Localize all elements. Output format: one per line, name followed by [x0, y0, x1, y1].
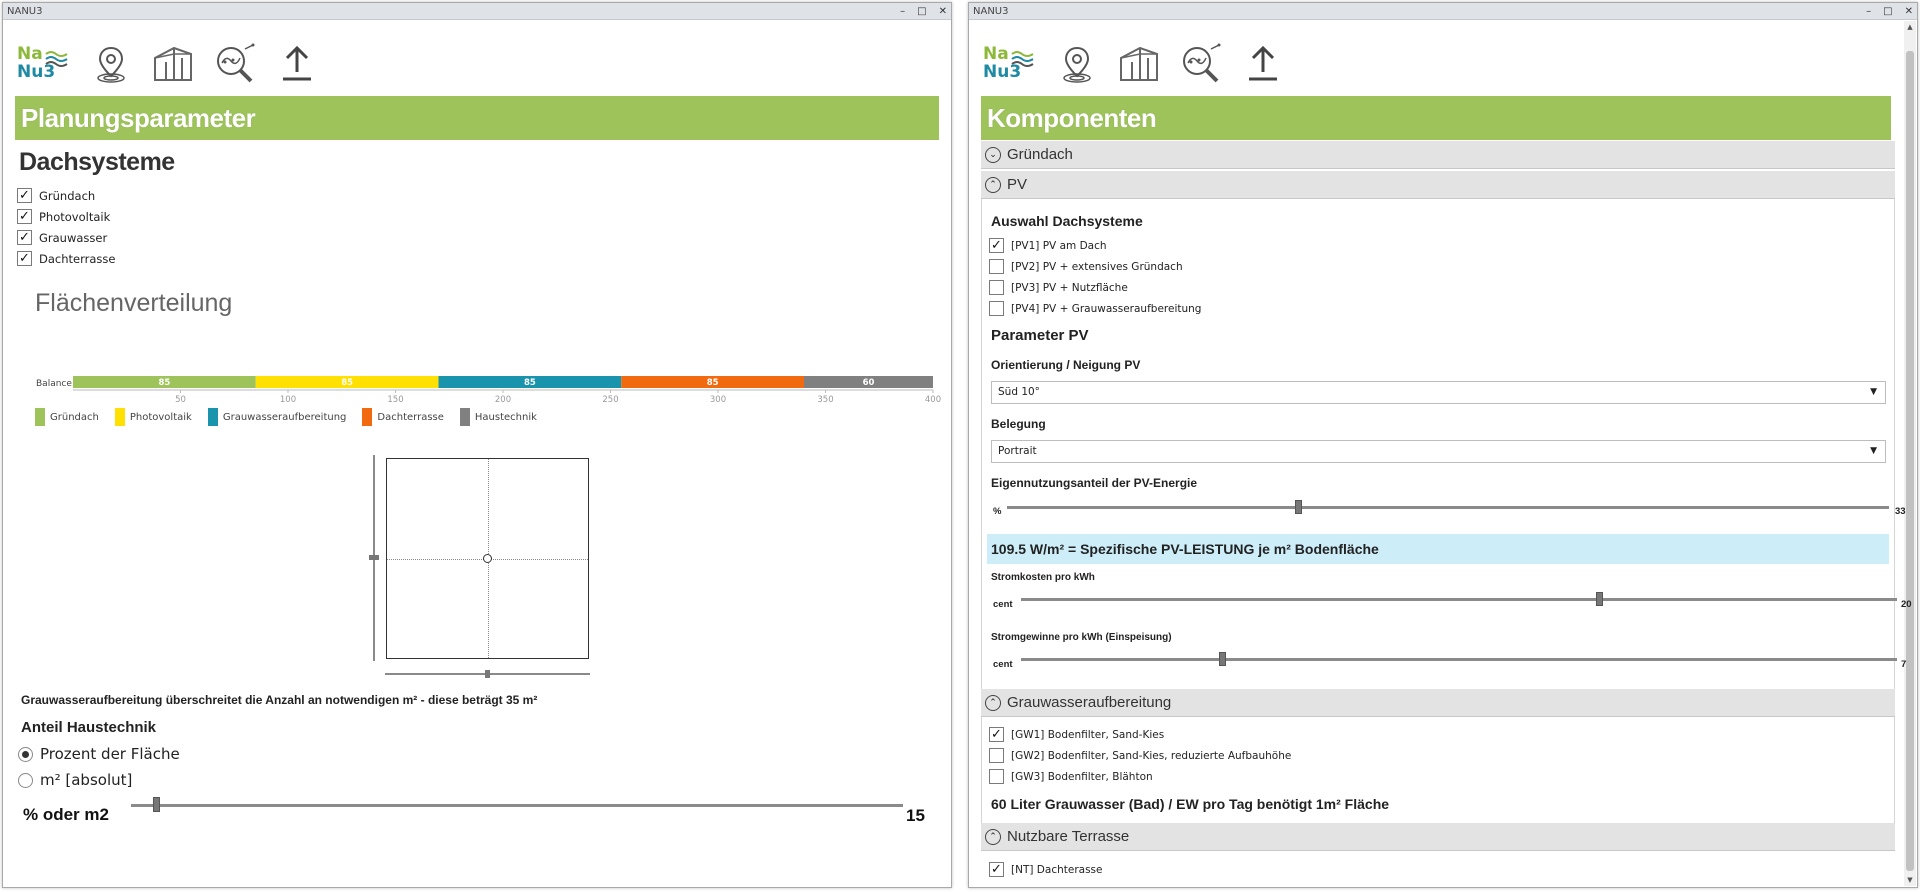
- checkbox[interactable]: [989, 259, 1004, 274]
- chevron-up-icon[interactable]: ⌃: [985, 177, 1001, 193]
- x-tick-label: 250: [602, 395, 619, 405]
- bar-value-label: 85: [341, 378, 354, 388]
- stromgewinne-slider-track[interactable]: [1021, 658, 1897, 661]
- logo-text-nu: Nu3: [983, 62, 1022, 82]
- bar-value-label: 85: [158, 378, 171, 388]
- logo-waves-icon: [45, 50, 69, 70]
- checkbox[interactable]: ✓: [989, 862, 1004, 877]
- eigennutzung-slider-thumb[interactable]: [1295, 500, 1302, 514]
- x-tick-label: 300: [709, 395, 727, 405]
- checkbox-label: Gründach: [39, 188, 96, 203]
- checkbox-row-gw3[interactable]: [989, 766, 1291, 787]
- legend-item-0[interactable]: [35, 408, 99, 426]
- logo-text-na: Na: [17, 44, 43, 64]
- minimize-button[interactable]: –: [900, 6, 906, 17]
- checkbox[interactable]: [989, 280, 1004, 295]
- grauwasser-options-checklist: [989, 724, 1291, 787]
- search-analytics-icon[interactable]: [1179, 42, 1223, 86]
- section-header-pv[interactable]: [981, 171, 1895, 199]
- logo-text-na: Na: [983, 44, 1009, 64]
- section-label: Nutzbare Terrasse: [1007, 828, 1130, 845]
- checkbox-row-pv3[interactable]: [989, 277, 1201, 298]
- stromkosten-unit: cent: [993, 599, 1013, 610]
- pv-leistung-info: 109.5 W/m² = Spezifische PV-LEISTUNG je m² Bodenfläche: [987, 534, 1889, 564]
- dropdown-arrow-icon[interactable]: ▼: [1870, 446, 1877, 456]
- legend-swatch: [460, 408, 470, 426]
- logo-waves-icon: [1011, 50, 1035, 70]
- left-window: [2, 2, 952, 888]
- building-icon[interactable]: [151, 42, 195, 86]
- eigennutzung-label: Eigennutzungsanteil der PV-Energie: [991, 476, 1198, 490]
- section-header-terrasse[interactable]: [981, 823, 1895, 851]
- checkbox-row-dachterrasse[interactable]: [17, 248, 115, 269]
- section-header-grauwasser[interactable]: [981, 689, 1895, 717]
- scrollbar-thumb[interactable]: [1906, 51, 1914, 871]
- checkbox-label: Photovoltaik: [39, 209, 111, 224]
- right-window: [968, 2, 1918, 888]
- dachsysteme-heading: Dachsysteme: [19, 148, 175, 176]
- legend-label: Dachterrasse: [377, 411, 444, 423]
- slider-label: % oder m2: [23, 805, 109, 824]
- planungsparameter-banner: Planungsparameter: [15, 96, 939, 140]
- section-label: PV: [1007, 176, 1028, 193]
- scroll-down-icon[interactable]: ▼: [1907, 876, 1913, 884]
- radio-absolut[interactable]: [18, 771, 132, 789]
- terrasse-options-checklist: [989, 859, 1102, 880]
- checkbox-row-gw1[interactable]: [989, 724, 1291, 745]
- checkbox-row-pv1[interactable]: [989, 235, 1201, 256]
- slider-thumb[interactable]: [369, 555, 379, 560]
- bar-value-label: 85: [523, 378, 536, 388]
- warning-text: Grauwasseraufbereitung überschreitet die Anzahl an notwendigen m² - diese beträgt 35 m²: [21, 693, 538, 707]
- stromkosten-value: 20: [1901, 599, 1912, 610]
- legend-swatch: [208, 408, 218, 426]
- haustechnik-slider-thumb[interactable]: [153, 797, 160, 812]
- checkbox-label: Dachterrasse: [39, 251, 116, 266]
- chart-title: Flächenverteilung: [35, 289, 233, 317]
- toolbar: [981, 39, 1285, 89]
- map-pin-icon[interactable]: [89, 42, 133, 86]
- nanu3-logo[interactable]: [981, 42, 1037, 86]
- chevron-up-icon[interactable]: ⌃: [985, 829, 1001, 845]
- scroll-up-icon[interactable]: ▲: [1907, 23, 1913, 31]
- x-tick-label: 100: [279, 395, 297, 405]
- parameter-pv-heading: Parameter PV: [991, 327, 1089, 344]
- select-value: Portrait: [998, 445, 1037, 457]
- legend-item-3[interactable]: [362, 408, 443, 426]
- xy-knob[interactable]: [483, 554, 492, 563]
- x-tick-label: 200: [494, 395, 512, 405]
- xy-position-pad[interactable]: [386, 458, 589, 659]
- title-bar: [969, 3, 1917, 20]
- anteil-haustechnik-heading: Anteil Haustechnik: [21, 719, 157, 736]
- x-tick-label: 350: [817, 395, 834, 405]
- checkbox-row-gw2[interactable]: [989, 745, 1291, 766]
- radio-button[interactable]: [18, 773, 33, 788]
- checkbox-label: [GW3] Bodenfilter, Blähton: [1011, 770, 1153, 783]
- dachsysteme-checklist: [17, 185, 115, 269]
- eigennutzung-value: 33: [1895, 506, 1906, 517]
- checkbox-label: [NT] Dachterasse: [1011, 863, 1103, 876]
- checkbox[interactable]: ✓: [989, 727, 1004, 742]
- checkbox-label: [PV3] PV + Nutzfläche: [1011, 281, 1128, 294]
- radio-prozent[interactable]: [18, 745, 180, 763]
- upload-icon[interactable]: [1241, 42, 1285, 86]
- close-button[interactable]: ✕: [1904, 6, 1913, 17]
- close-button[interactable]: ✕: [938, 6, 947, 17]
- belegung-select[interactable]: [991, 440, 1886, 463]
- slider-value: 15: [906, 806, 925, 825]
- legend-swatch: [115, 408, 125, 426]
- upload-icon[interactable]: [275, 42, 319, 86]
- checkbox[interactable]: ✓: [17, 251, 32, 266]
- legend-item-2[interactable]: [208, 408, 347, 426]
- stromkosten-slider-track[interactable]: [1021, 598, 1897, 601]
- stromgewinne-slider-thumb[interactable]: [1219, 652, 1226, 666]
- chevron-down-icon[interactable]: ⌄: [985, 147, 1001, 163]
- pv-options-checklist: [989, 235, 1201, 319]
- orientierung-label: Orientierung / Neigung PV: [991, 358, 1141, 372]
- checkbox[interactable]: ✓: [17, 230, 32, 245]
- checkbox-row-grauwasser[interactable]: [17, 227, 115, 248]
- section-header-gruendach[interactable]: [981, 141, 1895, 169]
- checkbox[interactable]: ✓: [17, 188, 32, 203]
- legend-label: Photovoltaik: [129, 411, 192, 423]
- window-title: NANU3: [7, 5, 43, 17]
- eigennutzung-unit: %: [993, 506, 1002, 517]
- vertical-slider[interactable]: [373, 455, 375, 661]
- checkbox-label: [GW2] Bodenfilter, Sand-Kies, reduzierte Aufbauhöhe: [1011, 749, 1292, 762]
- building-icon[interactable]: [1117, 42, 1161, 86]
- checkbox-label: [GW1] Bodenfilter, Sand-Kies: [1011, 728, 1165, 741]
- dropdown-arrow-icon[interactable]: ▼: [1870, 387, 1877, 397]
- checkbox[interactable]: ✓: [17, 209, 32, 224]
- category-label: Balance: [36, 379, 72, 389]
- checkbox-label: [PV2] PV + extensives Gründach: [1011, 260, 1183, 273]
- maximize-button[interactable]: □: [1883, 6, 1893, 17]
- x-tick-label: 150: [387, 395, 404, 405]
- checkbox-row-gruendach[interactable]: [17, 185, 115, 206]
- bar-value-label: 85: [706, 378, 719, 388]
- checkbox-row-pv4[interactable]: [989, 298, 1201, 319]
- komponenten-banner: Komponenten: [981, 96, 1891, 140]
- stromgewinne-unit: cent: [993, 659, 1013, 670]
- chevron-up-icon[interactable]: ⌃: [985, 695, 1001, 711]
- map-pin-icon[interactable]: [1055, 42, 1099, 86]
- checkbox[interactable]: ✓: [989, 238, 1004, 253]
- orientierung-select[interactable]: [991, 381, 1886, 404]
- checkbox[interactable]: [989, 769, 1004, 784]
- search-analytics-icon[interactable]: [213, 42, 257, 86]
- checkbox[interactable]: [989, 301, 1004, 316]
- radio-button[interactable]: [18, 747, 33, 762]
- toolbar: [15, 39, 319, 89]
- haustechnik-slider-track[interactable]: [131, 804, 903, 807]
- legend-label: Gründach: [50, 411, 99, 423]
- legend-label: Haustechnik: [474, 411, 537, 423]
- legend-item-4[interactable]: [460, 408, 537, 426]
- checkbox-label: [PV1] PV am Dach: [1011, 239, 1107, 252]
- stromkosten-label: Stromkosten pro kWh: [991, 572, 1095, 583]
- radio-label: Prozent der Fläche: [40, 745, 180, 763]
- legend-swatch: [35, 408, 45, 426]
- x-tick-label: 50: [175, 395, 186, 405]
- checkbox-row-pv2[interactable]: [989, 256, 1201, 277]
- maximize-button[interactable]: □: [917, 6, 927, 17]
- bar-value-label: 60: [862, 378, 875, 388]
- belegung-label: Belegung: [991, 417, 1046, 431]
- title-bar: [3, 3, 951, 20]
- checkbox-row-nt[interactable]: [989, 859, 1102, 880]
- checkbox-label: Grauwasser: [39, 230, 108, 245]
- horizontal-slider[interactable]: [385, 673, 590, 675]
- x-tick-label: 400: [924, 395, 942, 405]
- vertical-scrollbar[interactable]: [1904, 21, 1916, 886]
- eigennutzung-slider-track[interactable]: [1007, 506, 1889, 509]
- grauwasser-note: 60 Liter Grauwasser (Bad) / EW pro Tag benötigt 1m² Fläche: [991, 796, 1390, 812]
- chart-legend: [35, 408, 543, 426]
- window-title: NANU3: [973, 5, 1009, 17]
- slider-thumb[interactable]: [485, 670, 490, 678]
- stromkosten-slider-thumb[interactable]: [1596, 592, 1603, 606]
- select-value: Süd 10°: [998, 386, 1040, 398]
- legend-swatch: [362, 408, 372, 426]
- stromgewinne-label: Stromgewinne pro kWh (Einspeisung): [991, 632, 1172, 643]
- checkbox-label: [PV4] PV + Grauwasseraufbereitung: [1011, 302, 1202, 315]
- auswahl-heading: Auswahl Dachsysteme: [991, 213, 1143, 229]
- legend-item-1[interactable]: [115, 408, 192, 426]
- stromgewinne-value: 7: [1901, 659, 1907, 670]
- logo-text-nu: Nu3: [17, 62, 56, 82]
- radio-label: m² [absolut]: [40, 771, 133, 789]
- section-label: Gründach: [1007, 146, 1073, 163]
- nanu3-logo[interactable]: [15, 42, 71, 86]
- checkbox-row-photovoltaik[interactable]: [17, 206, 115, 227]
- checkbox[interactable]: [989, 748, 1004, 763]
- legend-label: Grauwasseraufbereitung: [222, 411, 347, 423]
- minimize-button[interactable]: –: [1866, 6, 1872, 17]
- section-label: Grauwasseraufbereitung: [1007, 694, 1172, 711]
